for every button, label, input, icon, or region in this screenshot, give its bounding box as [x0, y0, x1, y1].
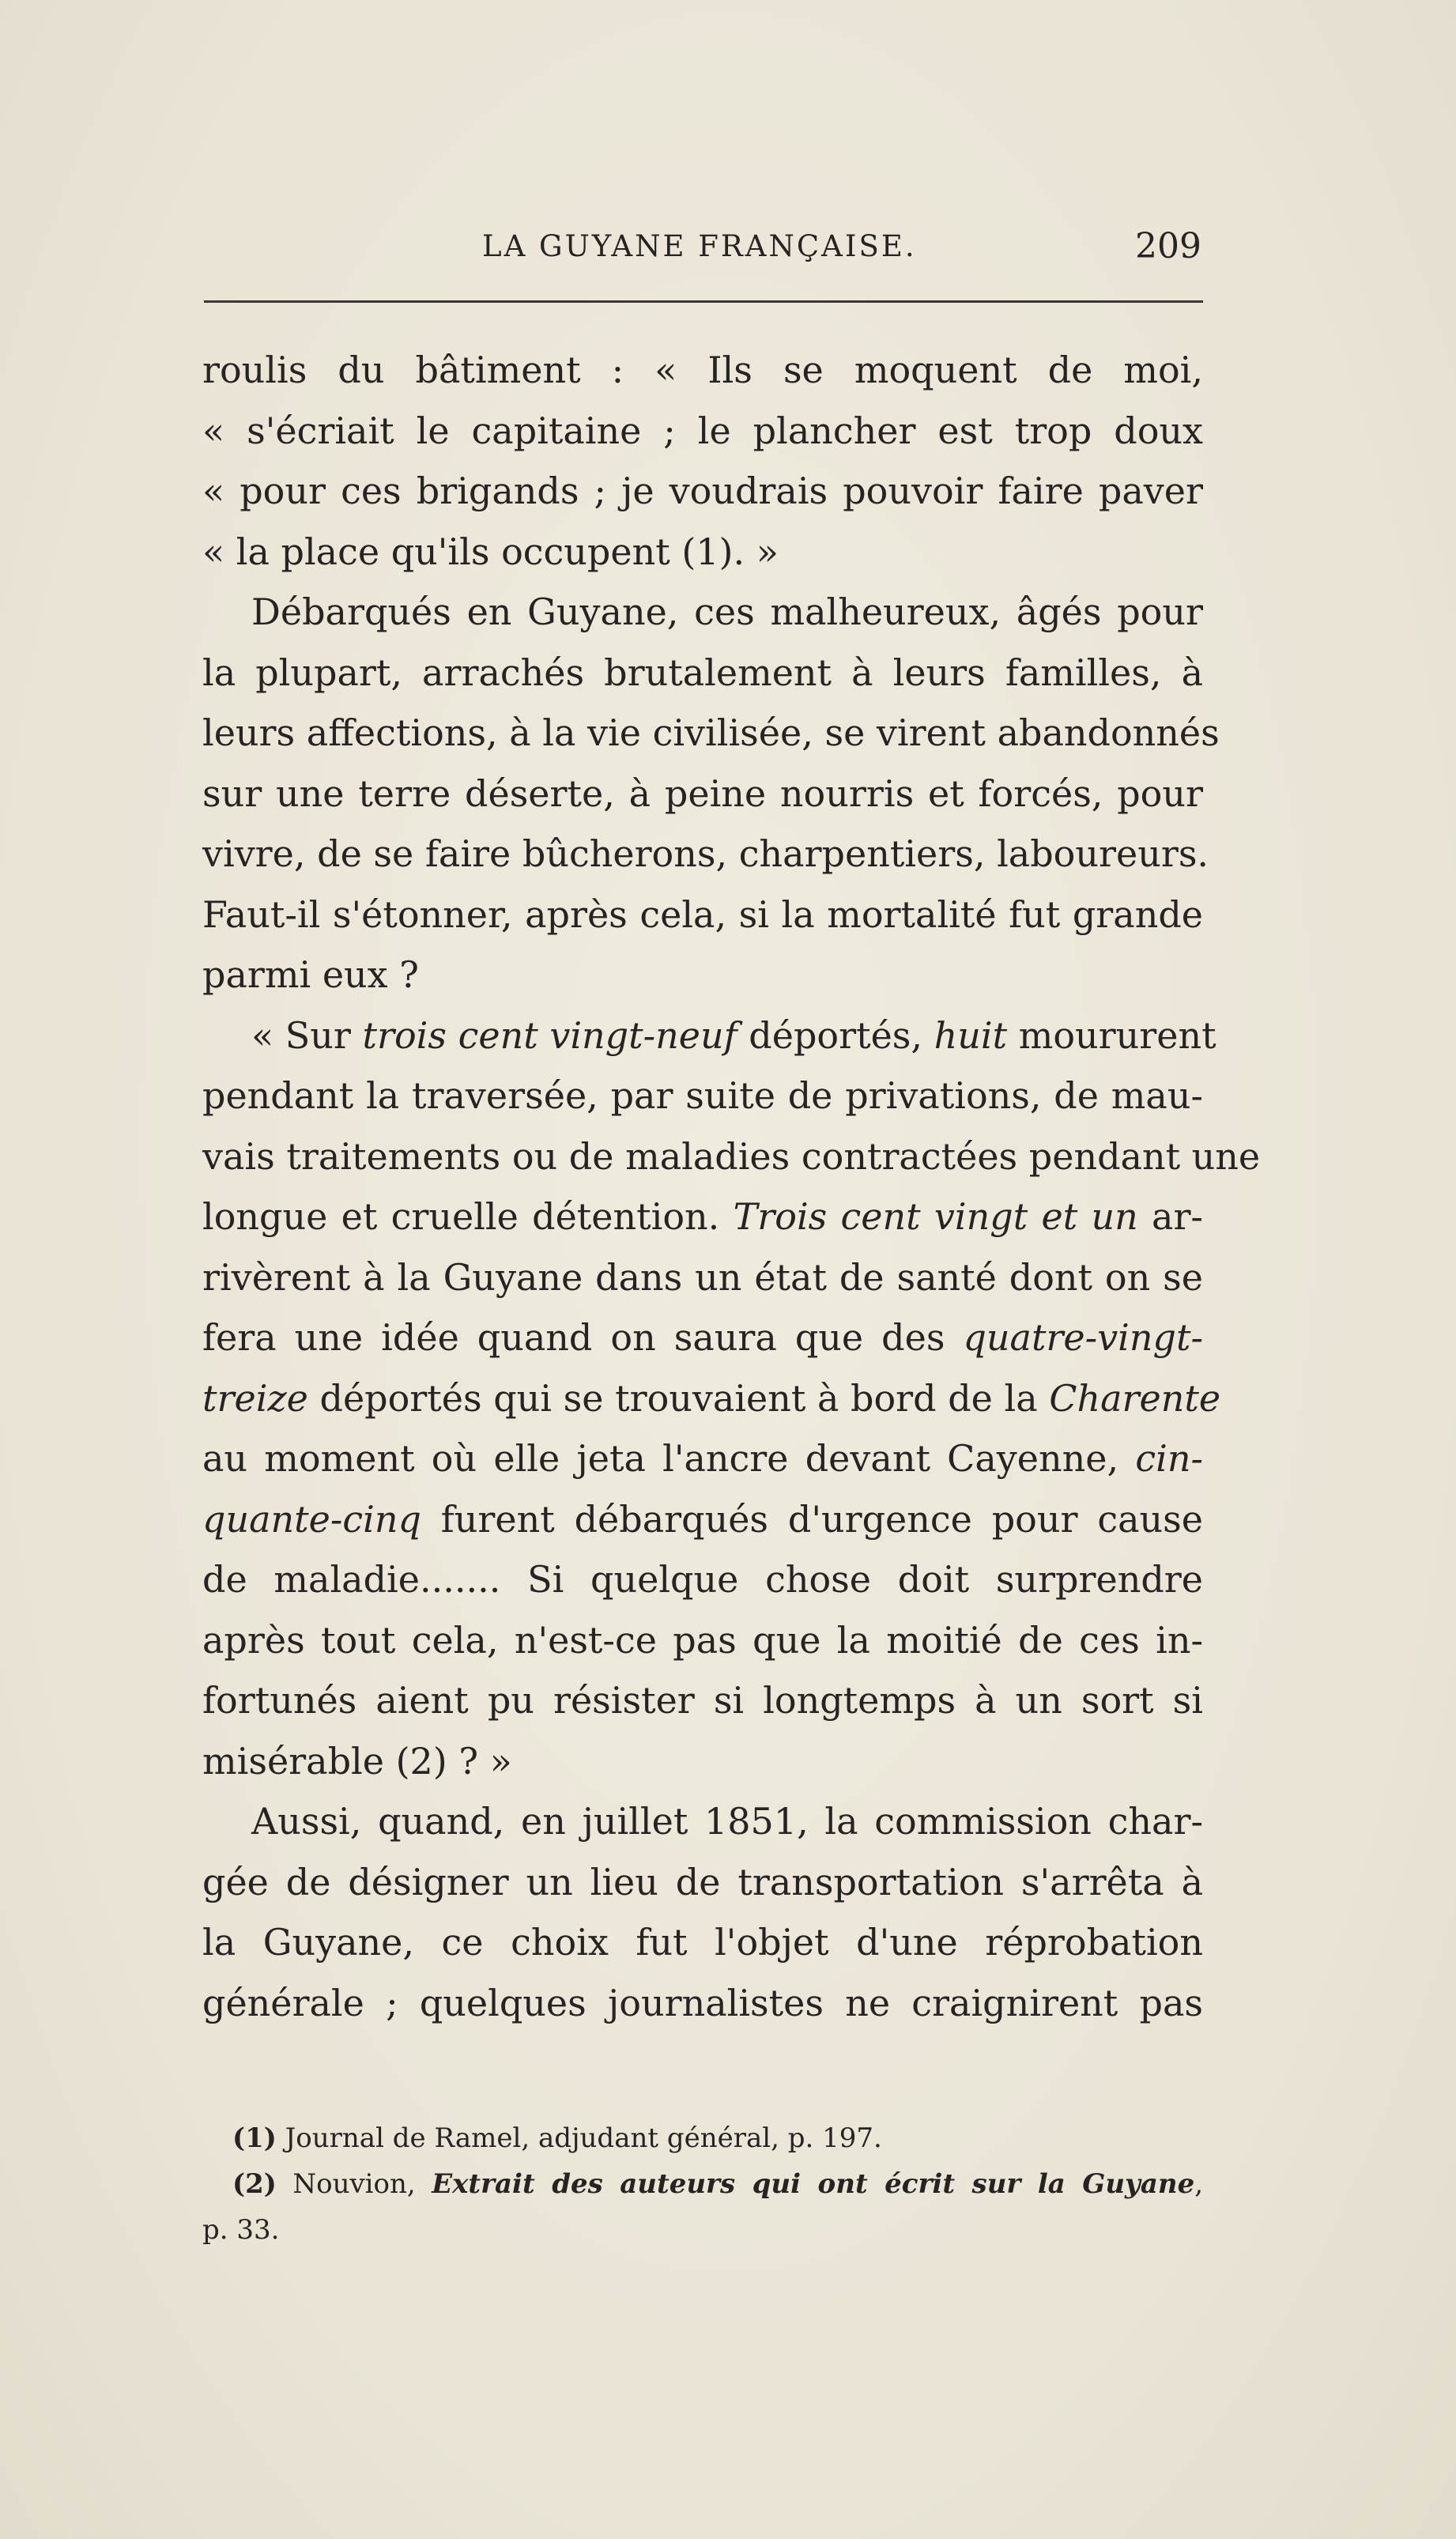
footnote-1: [202, 2115, 1203, 2161]
italic-run: trois cent vingt-neuf: [362, 1013, 737, 1057]
text-line: sur une terre déserte, à peine nourris et forcés, pour: [202, 772, 1203, 815]
header-rule: [204, 300, 1203, 303]
text-line: Débarqués en Guyane, ces malheureux, âgés pour: [251, 590, 1203, 633]
italic-run: quante-cinq: [202, 1497, 421, 1541]
text-run: moururent: [1007, 1013, 1216, 1057]
footnote-text: Journal de Ramel, adjudant général, p. 197.: [285, 2122, 882, 2154]
text-line: après tout cela, n'est-ce pas que la moitié de ces in-: [202, 1618, 1203, 1662]
text-run: au moment où elle jeta l'ancre devant Cayenne,: [202, 1437, 1136, 1480]
text-line: « la place qu'ils occupent (1). »: [202, 530, 779, 573]
page-header: [204, 226, 1201, 277]
text-line: parmi eux ?: [202, 953, 419, 996]
text-run: déportés qui se trouvaient à bord de la: [307, 1376, 1050, 1420]
text-line: [202, 1489, 1203, 1550]
footnote-2: [202, 2161, 1203, 2207]
text-line: gée de désigner un lieu de transportation s'arrêta à: [202, 1860, 1203, 1903]
footnotes: [202, 2115, 1203, 2253]
text-line: [202, 1428, 1203, 1489]
italic-run: Charente: [1049, 1376, 1221, 1420]
footnote-2-continuation: p. 33.: [202, 2214, 280, 2246]
footnote-text: Nouvion,: [292, 2168, 432, 2200]
text-line: [202, 1187, 1203, 1247]
text-line: misérable (2) ? »: [202, 1739, 512, 1783]
text-line: Aussi, quand, en juillet 1851, la commission char-: [251, 1800, 1203, 1843]
footnote-ref: (1): [232, 2122, 277, 2154]
footnote-text: ,: [1194, 2168, 1204, 2200]
text-line: [202, 1368, 1221, 1429]
text-line: la plupart, arrachés brutalement à leurs familles, à: [202, 651, 1203, 694]
text-line: [202, 1307, 1203, 1368]
footnote-title: Extrait des auteurs qui ont écrit sur la Guyane: [432, 2168, 1195, 2200]
italic-run: Trois cent vingt et un: [733, 1195, 1138, 1238]
text-line: roulis du bâtiment : « Ils se moquent de moi,: [202, 349, 1203, 391]
running-title: LA GUYANE FRANÇAISE.: [482, 229, 917, 263]
text-line: de maladie....... Si quelque chose doit surprendre: [202, 1558, 1203, 1601]
text-line: pendant la traversée, par suite de privations, de mau-: [202, 1074, 1203, 1117]
text-line: la Guyane, ce choix fut l'objet d'une réprobation: [202, 1921, 1203, 1964]
text-run: déportés,: [737, 1013, 934, 1057]
text-line: [202, 1005, 1216, 1066]
text-run: ar-: [1137, 1195, 1203, 1238]
text-line: vais traitements ou de maladies contractées pendant une: [202, 1134, 1261, 1178]
text-run: fera une idée quand on saura que des: [202, 1316, 964, 1359]
page-number: 209: [1135, 226, 1201, 266]
text-line: fortunés aient pu résister si longtemps à un sort si: [202, 1679, 1203, 1722]
text-run: furent débarqués d'urgence pour cause: [421, 1497, 1203, 1541]
text-line: « s'écriait le capitaine ; le plancher est trop doux: [202, 409, 1203, 452]
text-line: « pour ces brigands ; je voudrais pouvoir faire paver: [202, 470, 1203, 512]
text-line: Faut-il s'étonner, après cela, si la mortalité fut grande: [202, 892, 1203, 936]
body-text: [202, 340, 1261, 2033]
text-run: « Sur: [251, 1013, 363, 1057]
italic-run: cin-: [1135, 1437, 1203, 1480]
text-line: générale ; quelques journalistes ne craignirent pas: [202, 1981, 1203, 2024]
text-line: leurs affections, à la vie civilisée, se virent abandonnés: [202, 711, 1220, 754]
italic-run: huit: [934, 1013, 1008, 1057]
text-line: rivèrent à la Guyane dans un état de santé dont on se: [202, 1255, 1203, 1299]
italic-run: quatre-vingt-: [963, 1316, 1203, 1359]
footnote-ref: (2): [232, 2168, 277, 2200]
text-run: longue et cruelle détention.: [202, 1195, 734, 1238]
italic-run: treize: [202, 1376, 308, 1420]
text-line: vivre, de se faire bûcherons, charpentiers, laboureurs.: [202, 832, 1209, 875]
